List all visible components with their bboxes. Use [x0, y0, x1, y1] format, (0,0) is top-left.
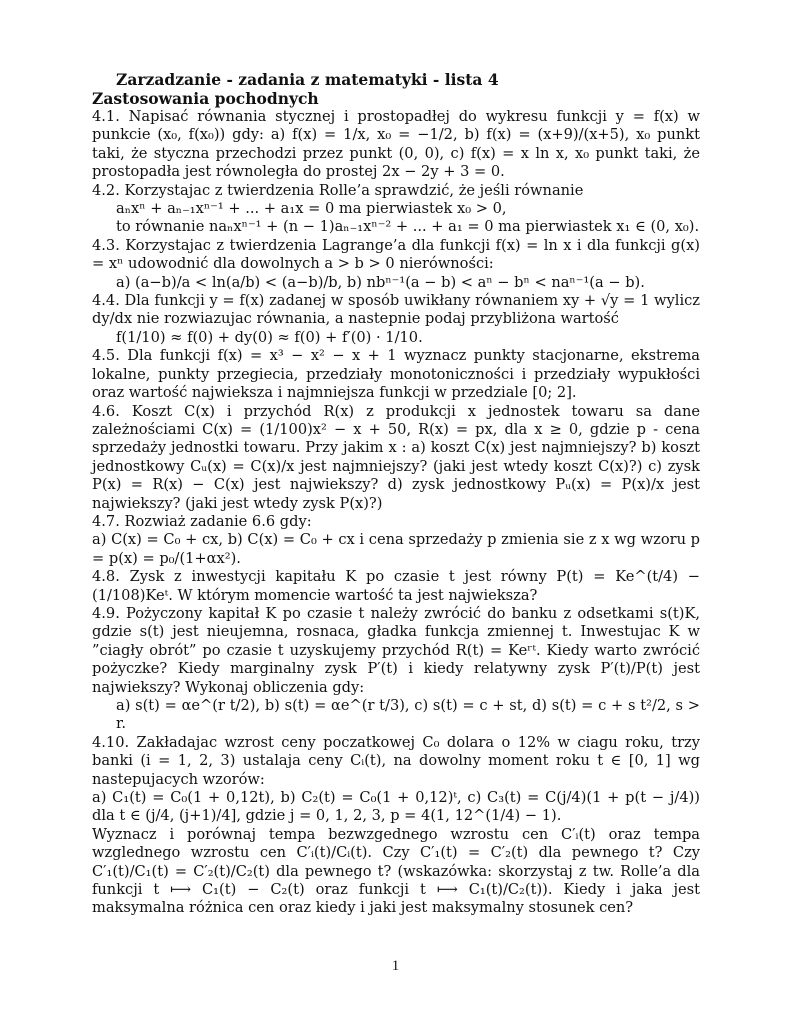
exercise-paragraph: 4.2. Korzystajac z twierdzenia Rolle’a sprawdzić, że jeśli równanie [92, 181, 584, 199]
exercise-paragraph: 4.10. Zakładajac wzrost ceny poczatkowej C₀ dolara o 12% w ciagu roku, trzy banki (i = 1, 2, 3) ustalaja ceny Cᵢ(t), na dowolny moment roku t ∈ [0, 1] wg nastepujacych wzorów: [92, 733, 700, 788]
exercise-paragraph: 4.9. Pożyczony kapitał K po czasie t należy zwrócić do banku z odsetkami s(t)K, gdzie s(t) jest nieujemna, rosnaca, gładka funkcja zmiennej t. Inwestujac K w ”ciagły obrót” po czasie t uzyskujemy przychód R(t) = Keʳᵗ. Kiedy warto zwrócić pożyczke? Kiedy marginalny zysk P′(t) i kiedy relatywny zysk P′(t)/P(t) jest najwiekszy? Wykonaj obliczenia gdy: [92, 604, 700, 696]
section-title: Zastosowania pochodnych [92, 89, 319, 108]
exercise-paragraph: 4.7. Rozwiaż zadanie 6.6 gdy: [92, 512, 312, 530]
exercise-paragraph: 4.3. Korzystajac z twierdzenia Lagrange’a dla funkcji f(x) = ln x i dla funkcji g(x) = xⁿ udowodnić dla dowolnych a > b > 0 nierówności: [92, 236, 700, 273]
exercise-paragraph: 4.4. Dla funkcji y = f(x) zadanej w sposób uwikłany równaniem xy + √y = 1 wylicz dy/dx nie rozwiazujac równania, a nastepnie podaj przybliżona wartość [92, 292, 700, 328]
exercise-paragraph: a) C(x) = C₀ + cx, b) C(x) = C₀ + cx i cena sprzedaży p zmienia sie z x wg wzoru p = p(x) = p₀/(1+αx²). [92, 531, 700, 567]
exercise-paragraph: 4.1. Napisać równania stycznej i prostopadłej do wykresu funkcji y = f(x) w punkcie (x₀, f(x₀)) gdy: a) f(x) = 1/x, x₀ = −1/2, b) f(x) = (x+9)/(x+5), x₀ punkt taki, że styczna przechodzi przez punkt (0, 0), c) f(x) = x ln x, x₀ punkt taki, że prostopadła jest równoległa do prostej 2x − 2y + 3 = 0. [92, 108, 700, 181]
exercise-paragraph: f(1/10) ≈ f(0) + dy(0) ≈ f(0) + f′(0) · 1/10. [116, 328, 423, 346]
exercise-paragraph: a) C₁(t) = C₀(1 + 0,12t), b) C₂(t) = C₀(1 + 0,12)ᵗ, c) C₃(t) = C(j/4)(1 + p(t − j/4)) dla t ∈ (j/4, (j+1)/4], gdzie j = 0, 1, 2, 3, p = 4(1, 12^(1/4) − 1). [92, 789, 700, 825]
exercise-paragraph: 4.5. Dla funkcji f(x) = x³ − x² − x + 1 wyznacz punkty stacjonarne, ekstrema lokalne, punkty przegiecia, przedziały monotoniczności i przedziały wypukłości oraz wartość najwieksza i najmniejsza funkcji w przedziale [0; 2]. [92, 347, 700, 402]
document-page [92, 70, 700, 918]
exercise-paragraph: 4.8. Zysk z inwestycji kapitału K po czasie t jest równy P(t) = Ke^(t/4) − (1/108)Keᵗ. W którym momencie wartość ta jest najwieksza? [92, 568, 700, 604]
exercise-list [92, 108, 700, 918]
exercise-paragraph: to równanie naₙxⁿ⁻¹ + (n − 1)aₙ₋₁xⁿ⁻² + ... + a₁ = 0 ma pierwiastek x₁ ∈ (0, x₀). [116, 218, 700, 236]
exercise-paragraph: Wyznacz i porównaj tempa bezwzgednego wzrostu cen C′ᵢ(t) oraz tempa wzglednego wzrostu cen C′ᵢ(t)/Cᵢ(t). Czy C′₁(t) = C′₂(t) dla pewnego t? Czy C′₁(t)/C₁(t) = C′₂(t)/C₂(t) dla pewnego t? (wskazówka: skorzystaj z tw. Rolle’a dla funkcji t ⟼ C₁(t) − C₂(t) oraz funkcji t ⟼ C₁(t)/C₂(t)). Kiedy i jaka jest maksymalna różnica cen oraz kiedy i jaki jest maksymalny stosunek cen? [92, 825, 700, 917]
document-title: Zarzadzanie - zadania z matematyki - lista 4 [116, 70, 499, 89]
exercise-paragraph: a) s(t) = αe^(r t/2), b) s(t) = αe^(r t/3), c) s(t) = c + st, d) s(t) = c + s t²/2, s > r. [116, 697, 700, 733]
exercise-paragraph: aₙxⁿ + aₙ₋₁xⁿ⁻¹ + ... + a₁x = 0 ma pierwiastek x₀ > 0, [116, 200, 507, 218]
exercise-paragraph: a) (a−b)/a < ln(a/b) < (a−b)/b, b) nbⁿ⁻¹(a − b) < aⁿ − bⁿ < naⁿ⁻¹(a − b). [116, 273, 645, 291]
page-number: 1 [391, 958, 400, 974]
exercise-paragraph: 4.6. Koszt C(x) i przychód R(x) z produkcji x jednostek towaru sa dane zależnościami C(x) = (1/100)x² − x + 50, R(x) = px, dla x ≥ 0, gdzie p - cena sprzedaży jednostki towaru. Przy jakim x : a) koszt C(x) jest najmniejszy? b) koszt jednostkowy Cᵤ(x) = C(x)/x jest najmniejszy? (jaki jest wtedy koszt C(x)?) c) zysk P(x) = R(x) − C(x) jest najwiekszy? d) zysk jednostkowy Pᵤ(x) = P(x)/x jest najwiekszy? (jaki jest wtedy zysk P(x)?) [92, 402, 700, 512]
